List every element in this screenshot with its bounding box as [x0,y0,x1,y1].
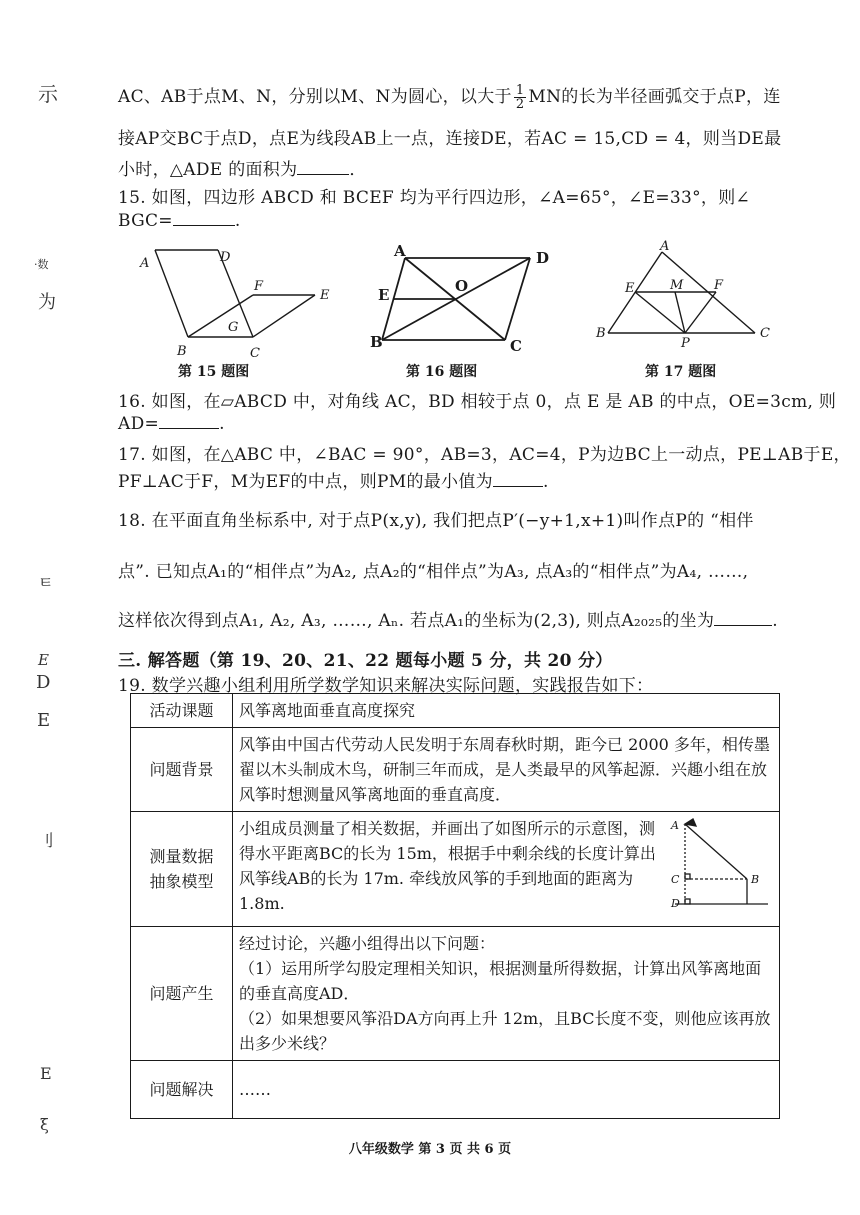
label-D: D [220,250,231,265]
label-E: E [320,288,330,303]
label-C: C [510,337,522,355]
kite-diagram-svg [663,816,773,911]
label-F: F [714,278,724,293]
row-content: 风筝离地面垂直高度探究 [233,694,780,728]
measurement-text: 小组成员测量了相关数据，并画出了如图所示的示意图，测得水平距离BC的长为 15m，根据手中剩余线的长度计算出风筝线AB的长为 17m. 牵线放风筝的手到地面的距离为 1.8m. [239,819,656,913]
fraction [514,84,527,111]
q14-text: MN的长为半径画弧交于点P，连 [528,87,781,107]
table-row [131,812,780,927]
answer-blank [159,414,219,429]
row-content [233,812,780,927]
answer-blank [493,472,543,487]
table-row [131,728,780,812]
q18-text: 这样依次得到点A₁, A₂, A₃, ……, Aₙ. 若点A₁的坐标为(2,3), 则点A₂₀₂₅的坐为 [118,611,715,631]
q14-text: 小时，△ADE 的面积为 [118,160,298,180]
q19-intro: 19. 数学兴趣小组利用所学数学知识来解决实际问题，实践报告如下： [118,676,654,696]
answer-blank [173,211,235,226]
label-E: E [378,286,390,304]
row-label [131,812,233,927]
table-row [131,694,780,728]
q14-line-1 [118,82,781,111]
label-F: F [254,279,264,294]
q18-line-1: 18. 在平面直角坐标系中, 对于点P(x,y), 我们把点P′(−y+1,x+1)叫作点P的 “相伴 [118,511,754,531]
q17-line-2: PF⊥AC于F，M为EF的中点，则PM的最小值为 . [118,472,549,492]
label-P: P [681,336,690,351]
label-D: D [536,249,550,267]
figure-15-diagram [130,245,350,360]
margin-mark: 为 [38,292,56,313]
margin-mark: D [36,672,51,693]
label-B: B [177,344,187,359]
table-row [131,1061,780,1119]
row-label: 问题产生 [131,927,233,1061]
figure-16 [370,243,570,362]
fraction-denominator: 2 [515,97,525,112]
row-content: …… [233,1061,780,1119]
margin-mark: 示 [38,82,58,106]
label-G: G [228,320,239,335]
label-O: O [455,277,469,295]
margin-mark: 刂 [38,831,55,850]
row-label-line: 测量数据 [149,847,214,866]
margin-mark: ξ [40,1115,49,1134]
row-label: 问题解决 [131,1061,233,1119]
row-label-line: 抽象模型 [149,872,214,891]
q14-line-3: 小时，△ADE 的面积为 ． [118,160,367,180]
practice-report-table [130,693,780,1119]
q16-text: AD= [118,414,160,434]
page-footer: 八年级数学 第 3 页 共 6 页 [348,1142,512,1157]
label-C: C [250,346,260,361]
q18-line-2: 点”. 已知点A₁的“相伴点”为A₂, 点A₂的“相伴点”为A₃, 点A₃的“相伴点”为A₄, ……, [118,562,749,582]
figure-17-caption: 第 17 题图 [645,364,717,380]
row-label: 问题背景 [131,728,233,812]
label-A: A [394,242,406,260]
figure-17 [590,240,780,354]
figure-16-caption: 第 16 题图 [406,364,478,380]
label-B: B [596,326,606,341]
problem-intro: 经过讨论，兴趣小组得出以下问题： [239,934,496,953]
q17-line-1: 17. 如图，在△ABC 中，∠BAC = 90°，AB=3，AC=4，P为边BC上一动点，PE⊥AB于E， [118,445,851,465]
row-content: 风筝由中国古代劳动人民发明于东周春秋时期，距今已 2000 多年，相传墨翟以木头制成木鸟，研制三年而成，是人类最早的风筝起源．兴趣小组在放风筝时想测量风筝离地面的垂直高度． [233,728,780,812]
q14-line-2: 接AP交BC于点D，点E为线段AB上一点，连接DE，若AC = 15,CD = 4，则当DE最 [118,129,782,149]
label-A: A [660,239,670,254]
q15-line-2: BGC= . [118,211,241,231]
q14-text: AC、AB于点M、N，分别以M、N为圆心，以大于 [118,87,512,107]
label-C: C [671,873,680,886]
label-A: A [140,256,150,271]
fraction-numerator: 1 [515,83,525,98]
table-row [131,927,780,1061]
q17-text: PF⊥AC于F，M为EF的中点，则PM的最小值为 [118,472,493,492]
margin-mark: ㅌ [38,573,54,592]
section-heading: 三. 解答题（第 19、20、21、22 题每小题 5 分，共 20 分） [118,651,613,671]
margin-mark: ·数 [34,258,49,271]
label-B: B [370,333,383,351]
label-E: E [625,281,635,296]
q16-line-1: 16. 如图，在▱ABCD 中，对角线 AC，BD 相较于点 0，点 E 是 AB 的中点，OE=3cm, 则 [118,392,837,412]
q15-text: BGC= [118,211,173,231]
figure-17-diagram [590,240,780,350]
margin-mark: E [40,1064,52,1083]
answer-blank [714,611,772,626]
label-A: A [671,819,679,832]
label-B: B [751,873,760,886]
kite-diagram [663,816,773,918]
label-C: C [760,326,770,341]
row-label: 活动课题 [131,694,233,728]
figure-16-diagram [370,243,570,358]
margin-mark: E [37,710,51,731]
figure-15 [130,245,350,364]
answer-blank [297,160,349,175]
label-D: D [671,897,680,910]
problem-1: （1）运用所学勾股定理相关知识，根据测量所得数据，计算出风筝离地面的垂直高度AD． [239,959,762,1003]
q15-line-1: 15. 如图，四边形 ABCD 和 BCEF 均为平行四边形，∠A=65°，∠E=33°，则∠ [118,188,751,208]
problem-2: （2）如果想要风筝沿DA方向再上升 12m，且BC长度不变，则他应该再放出多少米线？ [239,1009,771,1053]
q16-line-2: AD= . [118,414,225,434]
label-M: M [670,278,684,293]
q18-line-3: 这样依次得到点A₁, A₂, A₃, ……, Aₙ. 若点A₁的坐标为(2,3), 则点A₂₀₂₅的坐为 . [118,611,778,631]
margin-mark: E [38,651,49,669]
figure-15-caption: 第 15 题图 [178,364,250,380]
row-content [233,927,780,1061]
